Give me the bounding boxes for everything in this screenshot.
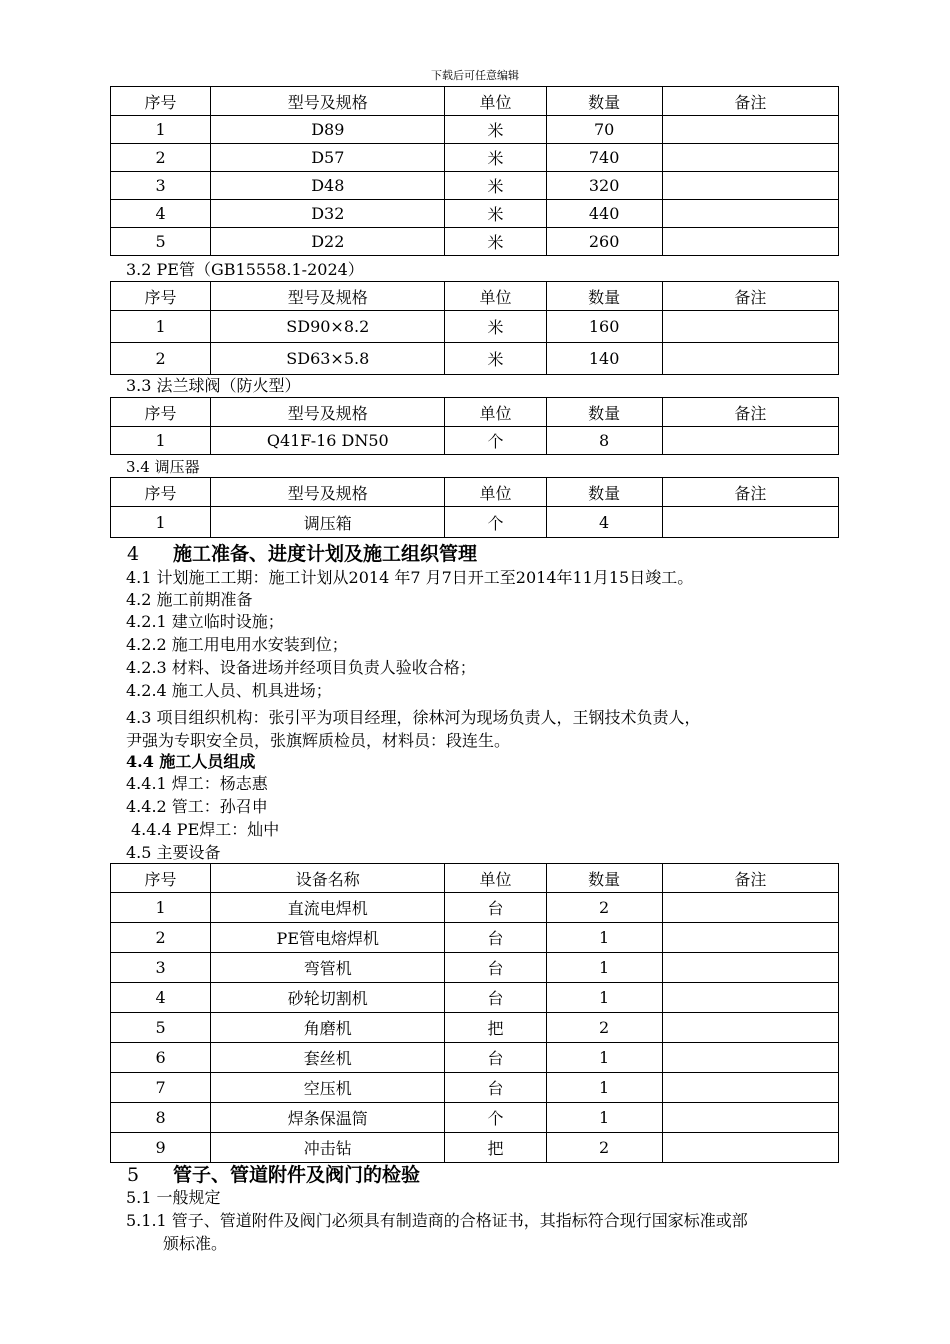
cell-note — [662, 228, 838, 256]
valve-table-body — [111, 398, 839, 455]
cell-spec: SD63×5.8 — [211, 343, 445, 375]
table-row — [111, 923, 839, 953]
cell-qty: 1 — [546, 1073, 662, 1103]
table-row — [111, 983, 839, 1013]
cell-unit: 把 — [445, 1133, 546, 1163]
header-cell-unit: 单位 — [445, 87, 546, 116]
header-cell-unit: 单位 — [445, 282, 546, 311]
table-header-row — [111, 87, 839, 116]
cell-spec: Q41F-16 DN50 — [211, 427, 445, 455]
header-cell-index: 序号 — [111, 864, 211, 893]
cell-note — [662, 953, 838, 983]
table-header-row — [111, 478, 839, 507]
cell-spec: SD90×8.2 — [211, 311, 445, 343]
cell-qty: 1 — [546, 983, 662, 1013]
cell-note — [662, 116, 838, 144]
cell-qty: 1 — [546, 1103, 662, 1133]
cell-note — [662, 1103, 838, 1133]
cell-qty: 740 — [546, 144, 662, 172]
cell-index: 1 — [111, 893, 211, 923]
header-cell-index: 序号 — [111, 87, 211, 116]
header-cell-note: 备注 — [662, 398, 838, 427]
cell-qty: 4 — [546, 507, 662, 538]
table-row — [111, 893, 839, 923]
pipe-table-body — [111, 87, 839, 256]
cell-note — [662, 507, 838, 538]
header-cell-spec: 型号及规格 — [211, 478, 445, 507]
cell-index: 3 — [111, 172, 211, 200]
section-4-4-4: 4.4.4 PE焊工：灿中 — [131, 820, 280, 839]
header-cell-note: 备注 — [662, 282, 838, 311]
cell-unit: 米 — [445, 200, 546, 228]
table-row — [111, 144, 839, 172]
cell-unit: 台 — [445, 1043, 546, 1073]
cell-index: 1 — [111, 116, 211, 144]
cell-note — [662, 923, 838, 953]
section-4-number: 4 — [127, 543, 140, 565]
cell-qty: 160 — [546, 311, 662, 343]
section-4-4-1: 4.4.1 焊工：杨志惠 — [126, 774, 268, 793]
cell-qty: 1 — [546, 1043, 662, 1073]
header-cell-note: 备注 — [662, 87, 838, 116]
section-4-4: 4.4 施工人员组成 — [126, 752, 256, 771]
cell-index: 2 — [111, 144, 211, 172]
regulator-table-body — [111, 478, 839, 538]
cell-note — [662, 1133, 838, 1163]
cell-unit: 米 — [445, 172, 546, 200]
cell-unit: 台 — [445, 893, 546, 923]
section-5-heading — [127, 1163, 420, 1187]
header-cell-qty: 数量 — [546, 864, 662, 893]
valve-table — [110, 397, 839, 455]
table-row — [111, 427, 839, 455]
section-5-title: 管子、管道附件及阀门的检验 — [173, 1164, 421, 1186]
header-cell-qty: 数量 — [546, 478, 662, 507]
cell-spec: D32 — [211, 200, 445, 228]
header-cell-spec: 型号及规格 — [211, 282, 445, 311]
cell-qty: 320 — [546, 172, 662, 200]
table-row — [111, 1103, 839, 1133]
cell-qty: 8 — [546, 427, 662, 455]
cell-qty: 140 — [546, 343, 662, 375]
cell-note — [662, 1073, 838, 1103]
cell-note — [662, 1043, 838, 1073]
cell-spec: D22 — [211, 228, 445, 256]
cell-unit: 米 — [445, 116, 546, 144]
table-row — [111, 953, 839, 983]
cell-index: 4 — [111, 200, 211, 228]
cell-note — [662, 200, 838, 228]
cell-spec: 套丝机 — [211, 1043, 445, 1073]
section-5-1-1-line1: 5.1.1 管子、管道附件及阀门必须具有制造商的合格证书，其指标符合现行国家标准或部 — [126, 1211, 748, 1230]
cell-qty: 2 — [546, 1133, 662, 1163]
cell-spec: 焊条保温筒 — [211, 1103, 445, 1133]
section-5-number: 5 — [127, 1164, 140, 1186]
table-row — [111, 228, 839, 256]
table-row — [111, 1073, 839, 1103]
cell-unit: 台 — [445, 953, 546, 983]
cell-index: 3 — [111, 953, 211, 983]
table-row — [111, 1043, 839, 1073]
table-row — [111, 507, 839, 538]
section-4-2-3: 4.2.3 材料、设备进场并经项目负责人验收合格； — [126, 658, 476, 677]
cell-index: 4 — [111, 983, 211, 1013]
cell-spec: 砂轮切割机 — [211, 983, 445, 1013]
table-row — [111, 116, 839, 144]
cell-qty: 70 — [546, 116, 662, 144]
cell-qty: 1 — [546, 923, 662, 953]
section-5-1: 5.1 一般规定 — [126, 1188, 221, 1207]
equipment-table-body — [111, 864, 839, 1163]
cell-index: 5 — [111, 228, 211, 256]
section-4-heading — [127, 542, 477, 566]
section-4-2-4: 4.2.4 施工人员、机具进场； — [126, 681, 332, 700]
cell-unit: 个 — [445, 1103, 546, 1133]
cell-spec: D57 — [211, 144, 445, 172]
table-header-row — [111, 864, 839, 893]
header-cell-index: 序号 — [111, 398, 211, 427]
cell-unit: 台 — [445, 983, 546, 1013]
section-3-4-title: 3.4 调压器 — [126, 458, 200, 476]
pe-pipe-table — [110, 281, 839, 375]
header-cell-unit: 单位 — [445, 478, 546, 507]
cell-qty: 1 — [546, 953, 662, 983]
cell-spec: 弯管机 — [211, 953, 445, 983]
cell-spec: 调压箱 — [211, 507, 445, 538]
cell-spec: D89 — [211, 116, 445, 144]
cell-spec: PE管电熔焊机 — [211, 923, 445, 953]
cell-index: 1 — [111, 427, 211, 455]
table-row — [111, 200, 839, 228]
cell-index: 2 — [111, 343, 211, 375]
cell-unit: 台 — [445, 923, 546, 953]
cell-spec: 直流电焊机 — [211, 893, 445, 923]
section-4-5: 4.5 主要设备 — [126, 843, 221, 862]
header-cell-qty: 数量 — [546, 87, 662, 116]
cell-index: 2 — [111, 923, 211, 953]
table-row — [111, 1013, 839, 1043]
cell-note — [662, 1013, 838, 1043]
cell-note — [662, 343, 838, 375]
table-header-row — [111, 398, 839, 427]
cell-unit: 台 — [445, 1073, 546, 1103]
cell-qty: 440 — [546, 200, 662, 228]
cell-note — [662, 172, 838, 200]
header-cell-qty: 数量 — [546, 398, 662, 427]
cell-spec: 空压机 — [211, 1073, 445, 1103]
section-3-3-title: 3.3 法兰球阀（防火型） — [126, 376, 301, 395]
cell-unit: 米 — [445, 228, 546, 256]
section-4-2-2: 4.2.2 施工用电用水安装到位； — [126, 635, 348, 654]
section-4-2-1: 4.2.1 建立临时设施； — [126, 612, 284, 631]
section-4-4-2: 4.4.2 管工：孙召申 — [126, 797, 268, 816]
cell-index: 9 — [111, 1133, 211, 1163]
cell-spec: D48 — [211, 172, 445, 200]
equipment-table — [110, 863, 839, 1163]
header-cell-unit: 单位 — [445, 398, 546, 427]
cell-unit: 个 — [445, 427, 546, 455]
cell-index: 1 — [111, 507, 211, 538]
pe-pipe-table-body — [111, 282, 839, 375]
table-header-row — [111, 282, 839, 311]
table-row — [111, 343, 839, 375]
cell-note — [662, 893, 838, 923]
cell-unit: 把 — [445, 1013, 546, 1043]
header-cell-qty: 数量 — [546, 282, 662, 311]
table-row — [111, 311, 839, 343]
header-cell-spec: 型号及规格 — [211, 87, 445, 116]
cell-note — [662, 144, 838, 172]
section-4-1: 4.1 计划施工工期：施工计划从2014 年7 月7日开工至2014年11月15日竣工。 — [126, 568, 694, 587]
cell-spec: 角磨机 — [211, 1013, 445, 1043]
table-row — [111, 172, 839, 200]
cell-index: 5 — [111, 1013, 211, 1043]
section-5-1-1-line2: 颁标准。 — [163, 1234, 228, 1253]
section-4-3-line1: 4.3 项目组织机构：张引平为项目经理，徐林河为现场负责人，王钢技术负责人， — [126, 708, 701, 727]
header-cell-index: 序号 — [111, 478, 211, 507]
section-4-title: 施工准备、进度计划及施工组织管理 — [173, 543, 478, 565]
cell-note — [662, 983, 838, 1013]
page-header: 下载后可任意编辑 — [431, 69, 519, 82]
cell-unit: 米 — [445, 144, 546, 172]
header-cell-unit: 单位 — [445, 864, 546, 893]
header-cell-index: 序号 — [111, 282, 211, 311]
cell-index: 7 — [111, 1073, 211, 1103]
header-cell-note: 备注 — [662, 478, 838, 507]
regulator-table — [110, 477, 839, 538]
section-4-2: 4.2 施工前期准备 — [126, 590, 253, 609]
header-cell-spec: 型号及规格 — [211, 398, 445, 427]
cell-unit: 米 — [445, 343, 546, 375]
cell-qty: 2 — [546, 1013, 662, 1043]
cell-note — [662, 427, 838, 455]
cell-index: 8 — [111, 1103, 211, 1133]
cell-qty: 260 — [546, 228, 662, 256]
header-cell-note: 备注 — [662, 864, 838, 893]
section-4-3-line2: 尹强为专职安全员，张旗辉质检员，材料员：段连生。 — [126, 731, 511, 750]
cell-note — [662, 311, 838, 343]
cell-index: 1 — [111, 311, 211, 343]
cell-spec: 冲击钻 — [211, 1133, 445, 1163]
header-cell-spec: 设备名称 — [211, 864, 445, 893]
cell-unit: 个 — [445, 507, 546, 538]
cell-index: 6 — [111, 1043, 211, 1073]
section-3-2-title: 3.2 PE管（GB15558.1-2024） — [126, 260, 364, 279]
cell-unit: 米 — [445, 311, 546, 343]
pipe-table — [110, 86, 839, 256]
table-row — [111, 1133, 839, 1163]
cell-qty: 2 — [546, 893, 662, 923]
